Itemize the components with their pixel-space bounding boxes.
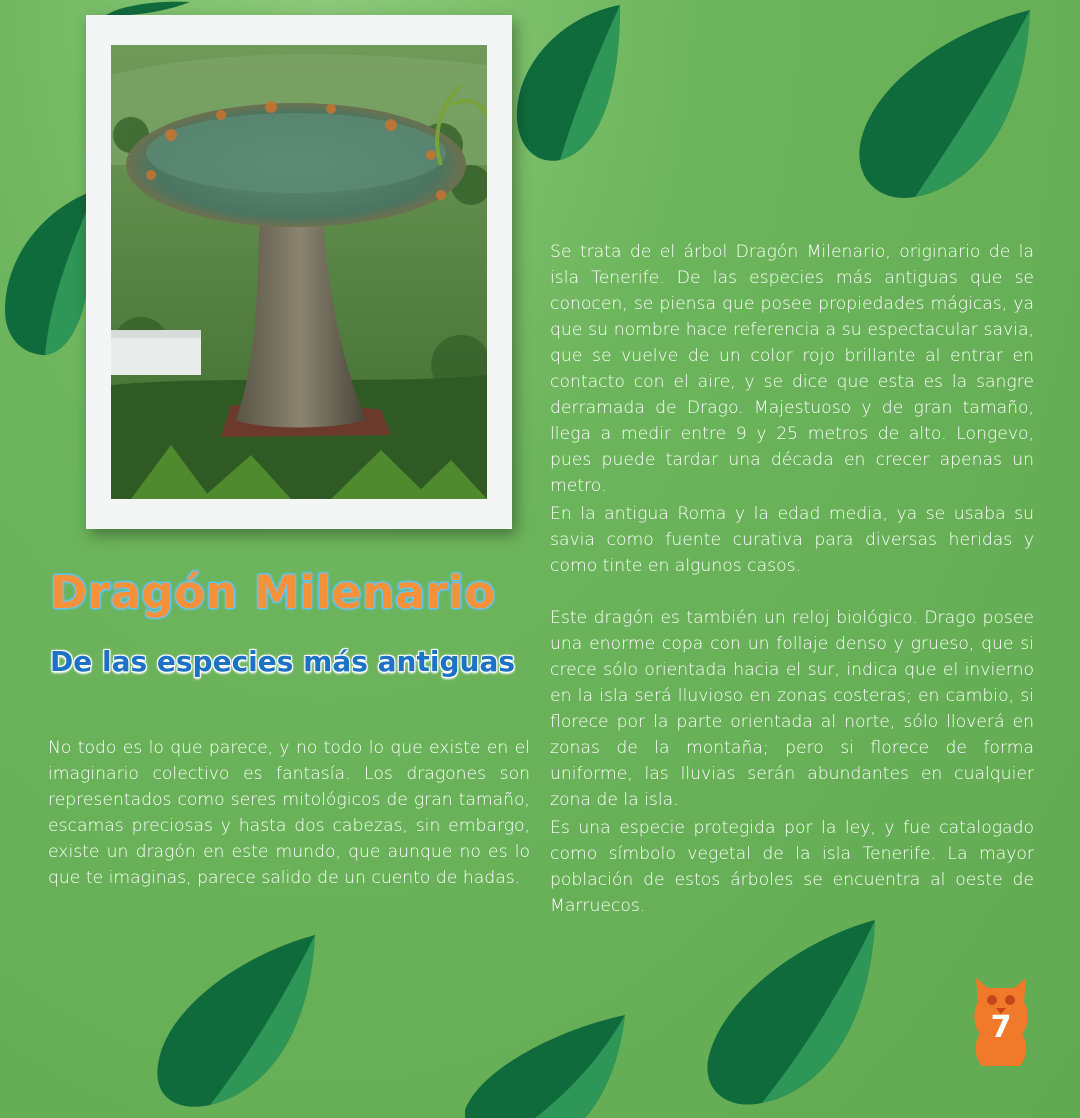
- leaf-decoration-bottom-right: [700, 915, 880, 1110]
- page-title: Dragón Milenario: [50, 566, 496, 619]
- leaf-decoration-bottom-left: [150, 930, 320, 1110]
- leaf-decoration-top-center: [505, 0, 625, 170]
- body-paragraph-2: En la antigua Roma y la edad media, ya se usaba su savia como fuente curativa para diversas heridas y como tinte en algunos casos.: [550, 504, 1034, 576]
- leaf-decoration-top-edge: [100, 0, 195, 16]
- leaf-decoration-top-right: [850, 5, 1035, 205]
- intro-paragraph: No todo es lo que parece, y no todo lo que existe en el imaginario colectivo es fantasía. Los dragones son representados como seres mitológicos de gran tamaño, escamas preciosas y hasta dos cabezas, sin embargo, existe un dragón en este mundo, que aunque no es lo que te imaginas, parece salido de un cuento de hadas.: [48, 738, 530, 888]
- dragon-tree-photo: [111, 45, 487, 499]
- body-paragraph-1: Se trata de el árbol Dragón Milenario, originario de la isla Tenerife. De las especies más antiguas que se conocen, se piensa que posee propiedades mágicas, ya que su nombre hace referencia a su espectacular savia, que se vuelve de un color rojo brillante al entrar en contacto con el aire, y se dice que esta es la sangre derramada de Drago. Majestuoso y de gran tamaño, llega a medir entre 9 y 25 metros de alto. Longevo, pues puede tardar una década en crecer apenas un metro.: [550, 242, 1034, 496]
- leaf-decoration-top-left: [0, 190, 95, 360]
- page-subtitle: De las especies más antiguas: [50, 645, 516, 678]
- page-number: 7: [990, 1010, 1012, 1045]
- photo-frame: [86, 15, 512, 529]
- body-paragraph-3: Este dragón es también un reloj biológico. Drago posee una enorme copa con un follaje denso y grueso, que si crece sólo orientada hacia el sur, indica que el invierno en la isla será lluvioso en zonas costeras; en cambio, si florece por la parte orientada al norte, sólo lloverá en zonas de la montaña; pero si florece de forma uniforme, las lluvias serán abundantes en cualquier zona de la isla.: [550, 608, 1034, 810]
- body-paragraph-4: Es una especie protegida por la ley, y fue catalogado como símbolo vegetal de la isla Tenerife. La mayor población de estos árboles se encuentra al oeste de Marruecos.: [550, 818, 1034, 916]
- leaf-decoration-bottom-center: [455, 1010, 630, 1118]
